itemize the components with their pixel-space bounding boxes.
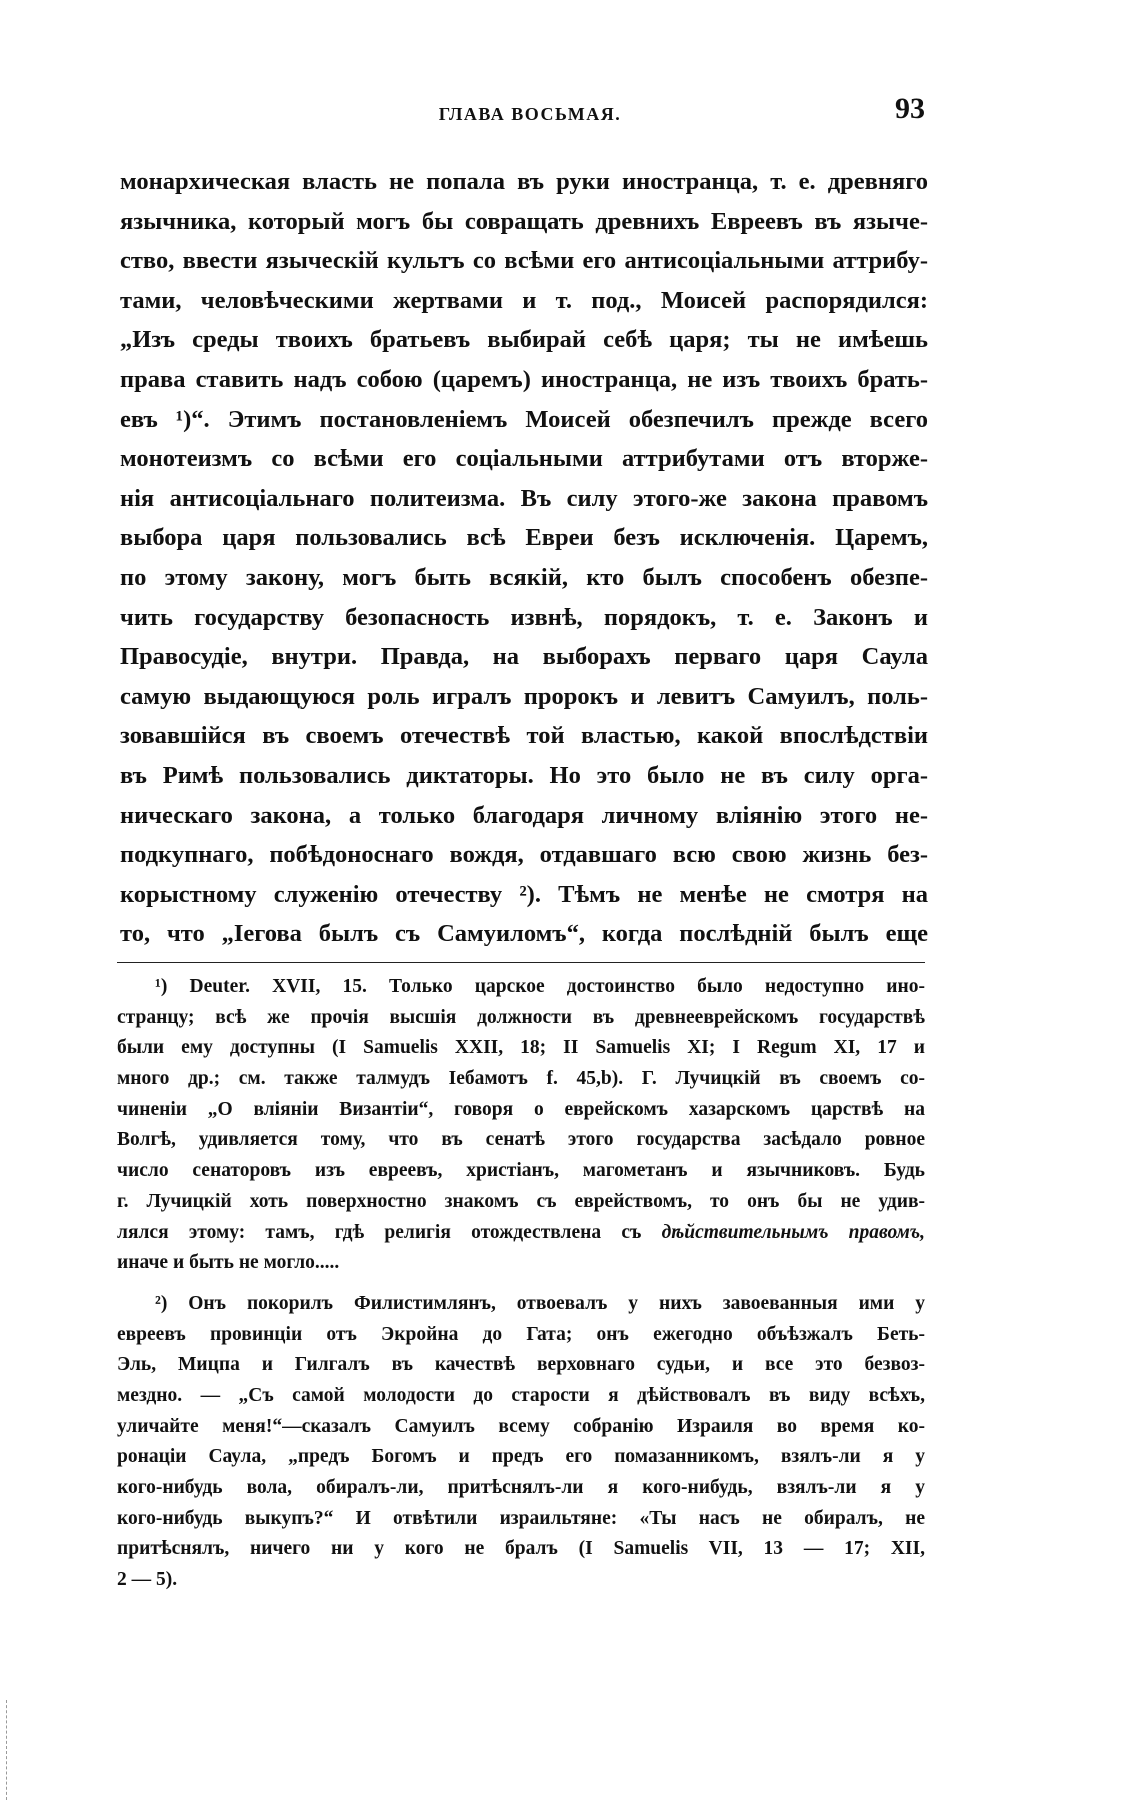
text-line: монархическая власть не попала въ руки иностранца, т. е. древняго (120, 168, 928, 195)
footnote-line: кого-нибудь выкупъ?“ И отвѣтили израильтяне: «Ты насъ не обиралъ, не (117, 1507, 925, 1529)
footnote-line: были ему доступны (I Samuelis XXII, 18; II Samuelis XI; I Regum XI, 17 и (117, 1037, 925, 1059)
footnote-line: Эль, Мицпа и Гилгалъ въ качествѣ верховнаго судьи, и все это безвоз- (117, 1354, 925, 1376)
footnote-italic-text: дѣйствительнымъ правомъ, (661, 1221, 925, 1243)
footnote-line: странцу; всѣ же прочія высшія должности въ древнееврейскомъ государствѣ (117, 1006, 925, 1028)
text-line: по этому закону, могъ быть всякій, кто былъ способенъ обезпе- (120, 563, 928, 591)
footnote-line: евреевъ провинціи отъ Экройна до Гата; онъ ежегодно объѣзжалъ Беть- (117, 1323, 925, 1345)
text-line: евъ ¹)“. Этимъ постановленіемъ Моисей обезпечилъ прежде всего (120, 405, 928, 433)
text-line: ство, ввести языческій культъ со всѣми его антисоціальными аттрибу- (120, 247, 928, 275)
text-line: то, что „Іегова былъ съ Самуиломъ“, когда послѣдній былъ еще (120, 920, 928, 948)
text-line: чить государству безопасность извнѣ, порядокъ, т. е. Законъ и (120, 603, 928, 631)
text-line: выбора царя пользовались всѣ Евреи безъ исключенія. Царемъ, (120, 524, 928, 552)
footnote-line: притѣснялъ, ничего ни у кого не бралъ (I Samuelis VII, 13 — 17; XII, (117, 1538, 925, 1560)
footnote-text: лялся этому: тамъ, гдѣ религія отождествлена съ (117, 1221, 662, 1243)
text-line: ническаго закона, а только благодаря личному вліянію этого не- (120, 801, 928, 829)
scan-edge-mark (6, 1700, 7, 1800)
footnote-line: кого-нибудь вола, обиралъ-ли, притѣснялъ-ли я кого-нибудь, взялъ-ли я у (117, 1477, 925, 1498)
running-title: ГЛАВА ВОСЬМАЯ. (438, 104, 622, 124)
footnote-line: ронаціи Саула, „предъ Богомъ и предъ его помазанникомъ, взялъ-ли я у (117, 1446, 925, 1468)
main-text (120, 162, 928, 954)
footnote-line: ¹) Deuter. XVII, 15. Только царское достоинство было недоступно ино- (155, 976, 925, 997)
footnote-line: число сенаторовъ изъ евреевъ, христіанъ, магометанъ и язычниковъ. Будь (117, 1160, 925, 1182)
footnote-line: много др.; см. также талмудъ Іебамотъ f. 45,b). Г. Лучицкій въ своемъ со- (117, 1068, 925, 1090)
footnote-rule (117, 962, 925, 963)
footnote-line: мездно. — „Съ самой молодости до старости я дѣйствовалъ въ виду всѣхъ, (117, 1384, 925, 1406)
footnote-1 (117, 972, 925, 1279)
footnote-line: иначе и быть не могло..... (117, 1252, 340, 1274)
text-line: зовавшійся въ своемъ отечествѣ той властью, какой впослѣдствіи (120, 722, 928, 750)
running-head (135, 92, 925, 132)
footnote-line: чиненіи „О вліяніи Византіи“, говоря о еврейскомъ хазарскомъ царствѣ на (117, 1098, 925, 1120)
text-line: корыстному служенію отечеству ²). Тѣмъ не менѣе не смотря на (120, 880, 928, 908)
footnote-line: г. Лучицкій хоть поверхностно знакомъ съ еврействомъ, то онъ бы не удив- (117, 1190, 925, 1212)
text-line: Правосудіе, внутри. Правда, на выборахъ перваго царя Саула (120, 643, 928, 671)
text-line: въ Римѣ пользовались диктаторы. Но это было не въ силу орга- (120, 761, 928, 789)
text-line: тами, человѣческими жертвами и т. под., Моисей распорядился: (120, 286, 928, 314)
page-number: 93 (895, 92, 925, 125)
text-line: монотеизмъ со всѣми его соціальными аттрибутами отъ вторже- (120, 445, 928, 473)
text-line: „Изъ среды твоихъ братьевъ выбирай себѣ царя; ты не имѣешь (120, 326, 928, 354)
text-line: самую выдающуюся роль игралъ пророкъ и левитъ Самуилъ, поль- (120, 682, 928, 710)
footnote-line: 2 — 5). (117, 1569, 178, 1591)
text-line: подкупнаго, побѣдоноснаго вождя, отдавшаго всю свою жизнь без- (120, 841, 928, 869)
footnote-line: уличайте меня!“—сказалъ Самуилъ всему собранію Израиля во время ко- (117, 1415, 925, 1437)
footnote-line: Волгѣ, удивляется тому, что въ сенатѣ этого государства засѣдало ровное (117, 1129, 925, 1151)
footnote-2 (117, 1289, 925, 1596)
footnotes (117, 972, 925, 1596)
footnote-line-mixed (117, 1218, 925, 1249)
text-line: права ставить надъ собою (царемъ) иностранца, не изъ твоихъ брать- (120, 365, 928, 393)
text-line: нія антисоціальнаго политеизма. Въ силу этого-же закона правомъ (120, 484, 928, 512)
footnote-line: ²) Онъ покорилъ Филистимлянъ, отвоевалъ у нихъ завоеванныя ими у (155, 1292, 925, 1314)
text-line: язычника, который могъ бы совращать древнихъ Евреевъ въ языче- (120, 207, 928, 235)
